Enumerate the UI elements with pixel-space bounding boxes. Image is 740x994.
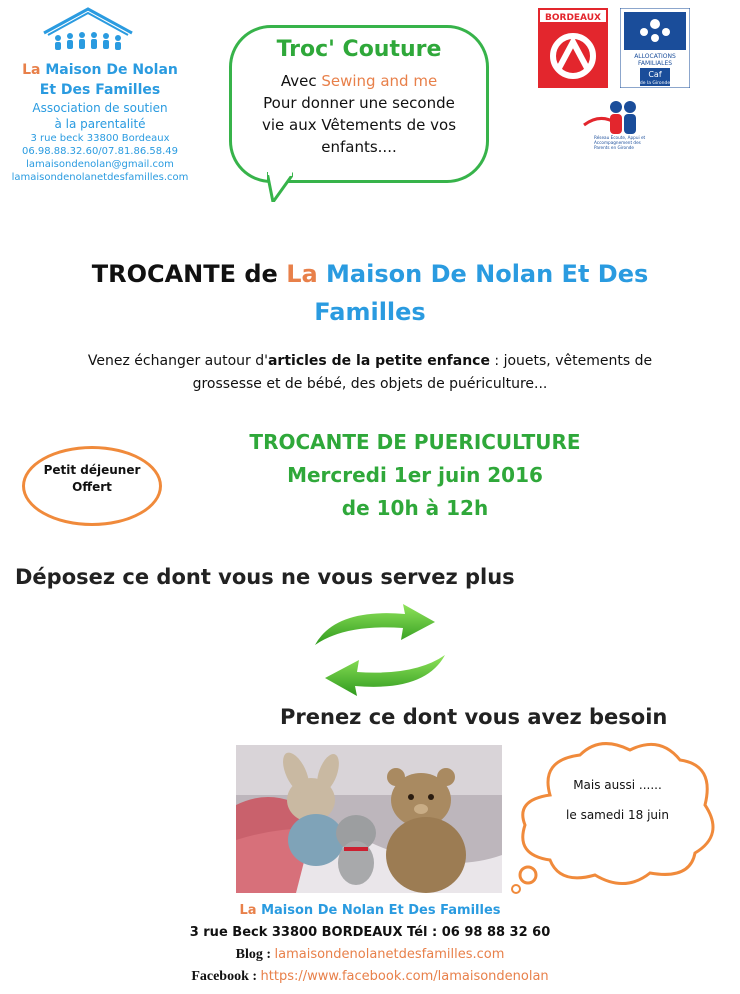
org-name-part2: Maison De Nolan xyxy=(45,62,178,78)
prenez-slogan: Prenez ce dont vous avez besoin xyxy=(280,705,668,729)
heading-part3: Maison De Nolan Et Des xyxy=(326,260,649,288)
bubble-line4: enfants.... xyxy=(321,138,397,156)
bordeaux-logo xyxy=(538,8,608,88)
footer-blog xyxy=(120,944,620,966)
event-date: Mercredi 1er juin 2016 xyxy=(287,463,543,487)
org-contact xyxy=(0,132,200,184)
reaap-text: Réseau Écoute, Appui et Accompagnement des Parents en Gironde xyxy=(594,135,646,150)
troc-couture-title: Troc' Couture xyxy=(276,37,442,62)
blog-link[interactable]: lamaisondenolanetdesfamilles.com xyxy=(274,947,505,962)
org-desc-line1: Association de soutien xyxy=(32,101,168,115)
footer-org-a: La xyxy=(239,903,257,918)
footer-facebook xyxy=(120,966,620,988)
main-heading xyxy=(40,255,700,331)
intro-bold: articles de la petite enfance xyxy=(267,353,490,369)
org-site[interactable]: lamaisondenolanetdesfamilles.com xyxy=(11,172,189,183)
heading-part4: Familles xyxy=(314,298,426,326)
house-logo-icon xyxy=(38,5,138,55)
bubble-line1-a: Avec xyxy=(280,72,317,90)
bordeaux-logo-text: BORDEAUX xyxy=(545,13,601,23)
org-name-part1: La xyxy=(22,62,41,78)
heading-part2: La xyxy=(286,260,318,288)
event-title: TROCANTE DE PUERICULTURE xyxy=(249,430,581,454)
org-description xyxy=(0,100,200,132)
facebook-label: Facebook : xyxy=(191,969,258,984)
cloud-line1: Mais aussi ...... xyxy=(573,778,662,792)
event-time: de 10h à 12h xyxy=(341,496,489,520)
breakfast-line1: Petit déjeuner xyxy=(43,463,141,477)
blog-label: Blog : xyxy=(235,947,271,962)
caf-line1: ALLOCATIONS xyxy=(634,53,676,60)
org-name-line2: Et Des Familles xyxy=(39,82,161,98)
caf-logo xyxy=(620,8,690,88)
troc-couture-text xyxy=(229,70,489,158)
org-desc-line2: à la parentalité xyxy=(54,117,146,131)
intro-text xyxy=(30,350,710,396)
org-phones: 06.98.88.32.60/07.81.86.58.49 xyxy=(21,146,179,157)
footer-org-b: Maison De Nolan Et Des Familles xyxy=(261,903,501,918)
recycle-arrows-icon xyxy=(295,600,465,700)
caf-line3: Caf xyxy=(648,70,662,79)
caf-line2: FAMILIALES xyxy=(637,60,673,67)
reaap-logo xyxy=(580,95,656,167)
depose-slogan: Déposez ce dont vous ne vous servez plus xyxy=(15,565,515,589)
bubble-tail-icon xyxy=(267,172,293,202)
event-details xyxy=(195,426,635,525)
footer-org xyxy=(120,900,620,922)
org-name xyxy=(0,60,200,100)
org-email[interactable]: lamaisondenolan@gmail.com xyxy=(26,159,174,170)
breakfast-line2: Offert xyxy=(72,480,112,494)
bubble-line3: vie aux Vêtements de vos xyxy=(261,116,457,134)
breakfast-text xyxy=(22,462,162,496)
org-address: 3 rue beck 33800 Bordeaux xyxy=(30,133,170,144)
org-block xyxy=(0,0,200,184)
bubble-line2: Pour donner une seconde xyxy=(263,94,455,112)
footer xyxy=(120,900,620,988)
cloud-text xyxy=(530,770,705,830)
intro-c: grossesse et de bébé, des objets de puériculture... xyxy=(192,376,548,392)
footer-address: 3 rue Beck 33800 BORDEAUX Tél : 06 98 88 32 60 xyxy=(189,925,551,940)
facebook-link[interactable]: https://www.facebook.com/lamaisondenolan xyxy=(260,969,549,984)
caf-line4: de la Gironde xyxy=(639,81,671,86)
cloud-line2: le samedi 18 juin xyxy=(566,808,669,822)
intro-b: : jouets, vêtements de xyxy=(489,353,653,369)
plush-toys-photo xyxy=(236,745,502,893)
intro-a: Venez échanger autour d' xyxy=(87,353,268,369)
sewing-and-me: Sewing and me xyxy=(321,72,438,90)
heading-part1: TROCANTE de xyxy=(91,260,278,288)
bubble-line1 xyxy=(229,70,489,92)
